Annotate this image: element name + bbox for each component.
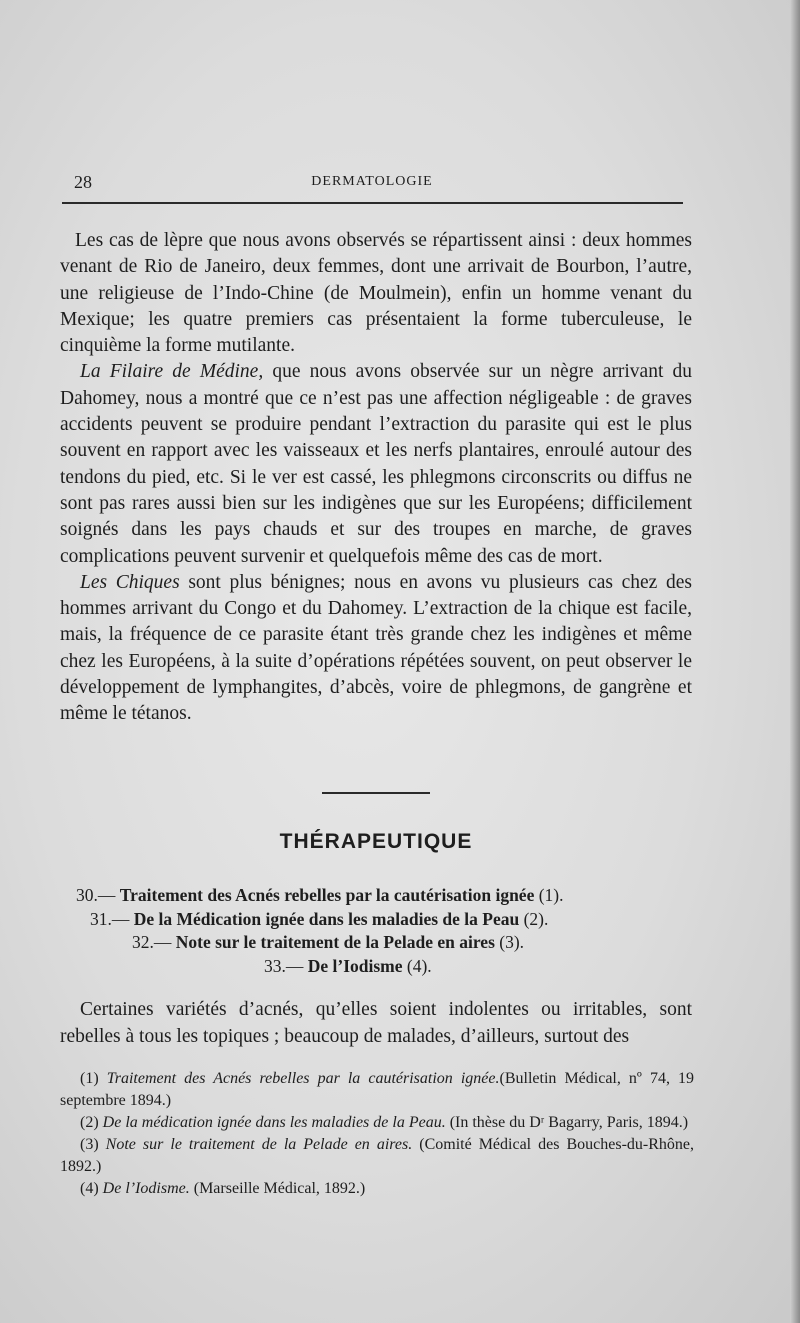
paragraph-chiques-text: sont plus bénignes; nous en avons vu plusieurs cas chez des hommes arrivant du Congo et du Dahomey. L’extraction de la chique est facile, mais, la fréquence de ce parasite étant très grande chez les indigènes et même chez les Européens, à la suite d’opérations répétées souvent, on peut observer le développement de lymphangites, d’abcès, voire de phlegmons, de gangrène et même le tétanos. (60, 571, 692, 725)
page-number: 28 (74, 172, 92, 192)
italic-lead-filaire: La Filaire de Médine, (80, 361, 264, 383)
entry-number: 33.— (264, 955, 308, 976)
running-head: DERMATOLOGIE (311, 174, 433, 189)
footnote-source: (In thèse du Dʳ Bagarry, Paris, 1894.) (445, 1114, 689, 1131)
entry-ref: (2). (519, 908, 549, 929)
paragraph-filaire (60, 359, 692, 569)
footnote-title: Traitement des Acnés rebelles par la cautérisation ignée. (106, 1070, 500, 1087)
entry-title: De l’Iodisme (307, 955, 403, 976)
footnote-4 (60, 1178, 694, 1200)
entry-list (0, 884, 800, 978)
footnote-title: Note sur le traitement de la Pelade en aires. (105, 1136, 413, 1153)
page-edge-shadow (790, 0, 800, 1323)
section-separator (322, 792, 430, 794)
entry-number: 30.— (76, 885, 120, 905)
italic-lead-chiques: Les Chiques (80, 571, 180, 593)
footnote-mark: (1) (80, 1070, 107, 1087)
list-item (0, 908, 800, 932)
body-text-continued (60, 996, 692, 1050)
footnote-source: (Bulletin Médical, nº 74, 19 septembre 1894.) (60, 1070, 695, 1109)
footnote-source: (Comité Médical des Bouches-du-Rhône, 1892.) (60, 1136, 695, 1175)
header-rule (62, 202, 683, 204)
footnote-mark: (4) (80, 1180, 103, 1197)
section-title: THÉRAPEUTIQUE (279, 830, 473, 853)
footnote-title: De la médication ignée dans les maladies de la Peau. (102, 1114, 446, 1131)
paragraph-acnes: Certaines variétés d’acnés, qu’elles soient indolentes ou irritables, sont rebelles à tous les topiques ; beaucoup de malades, d’ailleurs, surtout des (60, 999, 692, 1047)
entry-ref: (4). (402, 955, 432, 976)
paragraph-chiques (60, 570, 692, 728)
page-header (62, 172, 682, 194)
entry-ref: (1). (534, 885, 564, 905)
entry-number: 32.— (132, 932, 176, 952)
footnote-mark: (3) (80, 1136, 106, 1153)
entry-ref: (3). (494, 932, 525, 952)
entry-number: 31.— (90, 908, 134, 929)
entry-title: De la Médication ignée dans les maladies de la Peau (133, 908, 520, 929)
paragraph-lepre: Les cas de lèpre que nous avons observés se répartissent ainsi : deux hommes venant de Rio de Janeiro, deux femmes, dont une arrivait de Bourbon, l’autre, une religieuse de l’Indo-Chine (de Moulmein), enfin un homme venant du Mexique; les quatre premiers cas présentaient la forme tuberculeuse, le cinquième la forme mutilante. (60, 230, 692, 357)
footnote-title: De l’Iodisme. (102, 1180, 190, 1197)
footnote-1 (60, 1068, 694, 1112)
paragraph-filaire-text: que nous avons observée sur un nègre arrivant du Dahomey, nous a montré que ce n’est pas une affection négligeable : de graves accidents peuvent se produire pendant l’extraction du parasite qui est le plus souvent en rapport avec les vaisseaux et les nerfs plantaires, enroulé autour des tendons du pied, etc. Si le ver est cassé, les phlegmons circonscrits ou diffus ne sont pas rares aussi bien sur les indigènes que sur les Européens; difficilement soignés dans les pays chauds et sur des troupes en marche, de graves complications peuvent survenir et quelquefois même des cas de mort. (60, 361, 692, 567)
list-item (0, 884, 800, 908)
footnote-source: (Marseille Médical, 1892.) (189, 1180, 366, 1197)
footnote-2 (60, 1112, 694, 1134)
footnote-3 (60, 1134, 694, 1178)
list-item (0, 955, 800, 979)
footnote-mark: (2) (80, 1114, 103, 1131)
body-text (60, 228, 692, 728)
entry-title: Traitement des Acnés rebelles par la cautérisation ignée (119, 885, 535, 905)
footnotes (60, 1068, 694, 1200)
entry-title: Note sur le traitement de la Pelade en aires (175, 932, 495, 952)
list-item (0, 931, 800, 955)
